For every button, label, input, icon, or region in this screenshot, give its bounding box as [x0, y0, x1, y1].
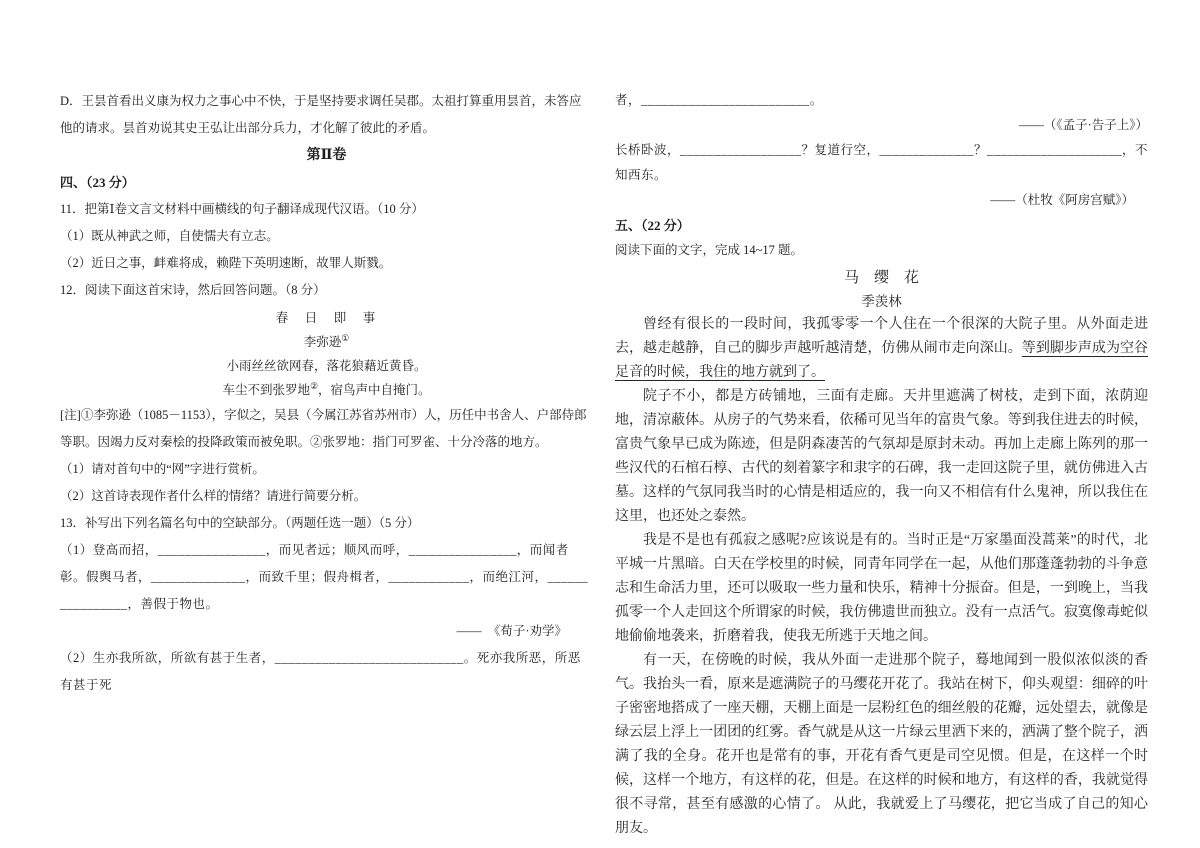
essay-paragraph-2: 院子不小，都是方砖铺地，三面有走廊。天井里遮满了树枝，走到下面，浓荫迎地，清凉蔽体。从房子的气势来看，依稀可见当年的富贵气象。等到我住进去的时候，富贵气象早已成为陈迹，但是阴森凄苦的气氛却是原封未动。再加上走廊上陈列的那一些汉代的石棺石椁、古代的刻着篆字和隶字的石碑，我一走回这院子里，就仿佛进入古墓。这样的气氛同我当时的心情是相适应的，我一向又不相信有什么鬼神，所以我住在这里，也还处之泰然。	[615, 389, 1148, 524]
poem-author: 李弥逊	[303, 335, 342, 349]
q11-stem: 11．把第Ⅰ卷文言文材料中画横线的句子翻译成现代汉语。（10 分）	[60, 202, 424, 216]
q11-part1: （1）既从神武之师，自使懦夫有立志。	[60, 229, 279, 243]
poem-line-2: 车尘不到张罗地②，宿鸟声中自掩门。	[222, 380, 431, 397]
essay-paragraph-3: 我是不是也有孤寂之感呢?应该说是有的。当时正是“万家墨面没蒿莱”的时代，北平城一片黑暗。白天在学校里的时候，同青年同学在一起，从他们那蓬蓬勃勃的斗争意志和生命活力里，还可以吸取一些力量和快乐，精神十分振奋。但是，一到晚上，当我孤零一个人走回这个所谓家的时候，我仿佛遗世而独立。没有一点活气。寂寞像毒蛇似地偷偷地袭来，折磨着我，使我无所逃于天地之间。	[615, 533, 1148, 644]
q13-stem: 13．补写出下列名篇名句中的空缺部分。（两题任选一题）（5 分）	[60, 516, 420, 530]
poem-title: 春 日 即 事	[275, 311, 378, 325]
essay-underlined-sentence: 等到脚步声成为空谷足音的时候，我住的地方就到了。	[615, 341, 1149, 380]
volume-2-header: 第Ⅱ卷	[306, 148, 347, 163]
q13-part2-start: （2）生亦我所欲，所欲有甚于生者，____________________________。死亦我所恶，所恶有甚于死	[60, 651, 581, 692]
option-d-text: D．王昙首看出义康为权力之事心中不快，于是坚持要求调任吴郡。太祖打算重用昙首，未答应他的请求。昙首劝说其史王弘让出部分兵力，才化解了彼此的矛盾。	[60, 94, 582, 135]
q13-part1: （1）登高而招，________________，而见者远；顺风而呼，________________，而闻者彰。假舆马者，______________，而致千里；假舟楫者，____________，而绝江河，________________，善假于物也。	[60, 543, 589, 611]
q11-part2: （2）近日之事，衅难将成，赖陛下英明速断，故罪人斯戮。	[60, 256, 392, 270]
q12-part1: （1）请对首句中的“网”字进行赏析。	[60, 462, 265, 476]
poem-line-1: 小雨丝丝欲网春，落花狼藉近黄昏。	[226, 359, 427, 373]
poem-author-line	[60, 330, 593, 354]
poem-block	[60, 306, 593, 402]
essay-paragraph-4: 有一天，在傍晚的时候，我从外面一走进那个院子，蓦地闻到一股似浓似淡的香气。我抬头一看，原来是遮满院子的马缨花开花了。我站在树下，仰头观望：细碎的叶子密密地搭成了一座天棚，天棚上面是一层粉红色的细丝般的花瓣，远处望去，就像是绿云层上浮上一团团的红雾。香气就是从这一片绿云里洒下来的，洒满了整个院子，洒满了我的全身。花开也是常有的事，开花有香气更是司空见惯。但是，在这样一个时候，这样一个地方，有这样的花，但是。在这样的时候和地方，有这样的香，我就觉得很不寻常，甚至有感激的心情了。 从此，我就爱上了马缨花，把它当成了自己的知心朋友。	[615, 653, 1148, 836]
q13-part2-source: ——（《孟子·告子上》）	[1018, 118, 1148, 132]
right-column	[615, 88, 1149, 836]
poem-note: [注]①李弥逊（1085－1153），字似之，吴县（今属江苏省苏州市）人，历任中书舍人、户部侍郎等职。因竭力反对秦桧的投降政策而被免职。②张罗地：指门可罗雀、十分冷落的地方。	[60, 408, 587, 449]
essay-paragraph-1: 曾经有很长的一段时间，我孤零零一个人住在一个很深的大院子里。从外面走进去，越走越静，自己的脚步声越听越清楚，仿佛从闹市走向深山。等到脚步声成为空谷足音的时候，我住的地方就到了。	[615, 317, 1149, 380]
q13-part1-source: —— 《荀子·劝学》	[456, 624, 567, 638]
poem-line-2-note-mark: ②	[309, 380, 319, 391]
q13-part2-continuation: 者，_________________________。	[615, 93, 823, 107]
essay-title: 马 缨 花	[843, 270, 919, 286]
poem-author-note-mark: ①	[341, 332, 350, 343]
q13-part3: 长桥卧波，__________________？复道行空，______________？____________________，不知西东。	[615, 143, 1149, 182]
essay-author: 季羡林	[861, 294, 902, 309]
q13-part3-source: ——（杜牧《阿房宫赋》）	[990, 193, 1134, 207]
section-5-header: 五、（22 分）	[615, 218, 690, 233]
reading-stem: 阅读下面的文字，完成 14~17 题。	[615, 243, 804, 257]
q12-part2: （2）这首诗表现作者什么样的情绪？请进行简要分析。	[60, 489, 367, 503]
essay-block	[615, 265, 1148, 841]
section-4-header: 四、（23 分）	[60, 175, 135, 190]
left-column	[60, 88, 593, 828]
q12-stem: 12．阅读下面这首宋诗，然后回答问题。（8 分）	[60, 283, 326, 297]
